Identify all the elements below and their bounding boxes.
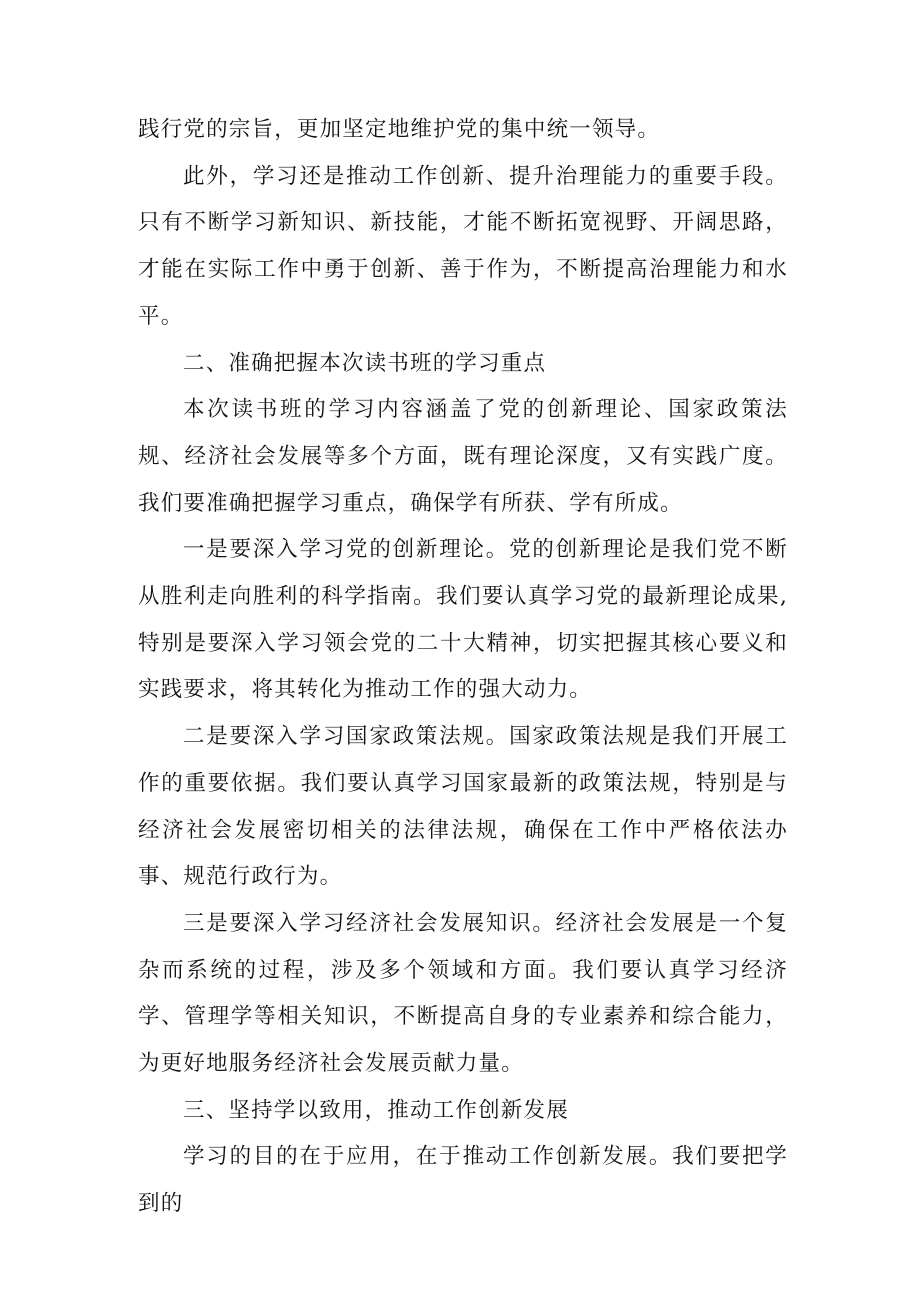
paragraph-point-1: 一是要深入学习党的创新理论。党的创新理论是我们党不断从胜利走向胜利的科学指南。我们要认真学习党的最新理论成果,特别是要深入学习领会党的二十大精神，切实把握其核心要义和实践要求，将其转化为推动工作的强大动力。	[138, 537, 788, 703]
section-heading-3: 三、坚持学以致用，推动工作创新发展	[183, 1097, 569, 1123]
paragraph-point-3: 三是要深入学习经济社会发展知识。经济社会发展是一个复杂而系统的过程，涉及多个领域和方面。我们要认真学习经济学、管理学等相关知识，不断提高自身的专业素养和综合能力，为更好地服务经济社会发展贡献力量。	[138, 910, 788, 1077]
paragraph-continuation: 践行党的宗旨，更加坚定地维护党的集中统一领导。	[138, 117, 661, 142]
paragraph-study-content: 本次读书班的学习内容涵盖了党的创新理论、国家政策法规、经济社会发展等多个方面，既有理论深度，又有实践广度。我们要准确把握学习重点，确保学有所获、学有所成。	[138, 397, 788, 516]
paragraph-application: 学习的目的在于应用，在于推动工作创新发展。我们要把学到的	[138, 1144, 788, 1217]
paragraph-point-2: 二是要深入学习国家政策法规。国家政策法规是我们开展工作的重要依据。我们要认真学习国家最新的政策法规，特别是与经济社会发展密切相关的法律法规，确保在工作中严格依法办事、规范行政行为。	[138, 724, 788, 890]
section-heading-2: 二、准确把握本次读书班的学习重点	[183, 350, 547, 376]
document-body	[138, 107, 788, 1228]
paragraph-learning-innovation: 此外，学习还是推动工作创新、提升治理能力的重要手段。只有不断学习新知识、新技能，才能不断拓宽视野、开阔思路，才能在实际工作中勇于创新、善于作为，不断提高治理能力和水平。	[138, 163, 788, 329]
